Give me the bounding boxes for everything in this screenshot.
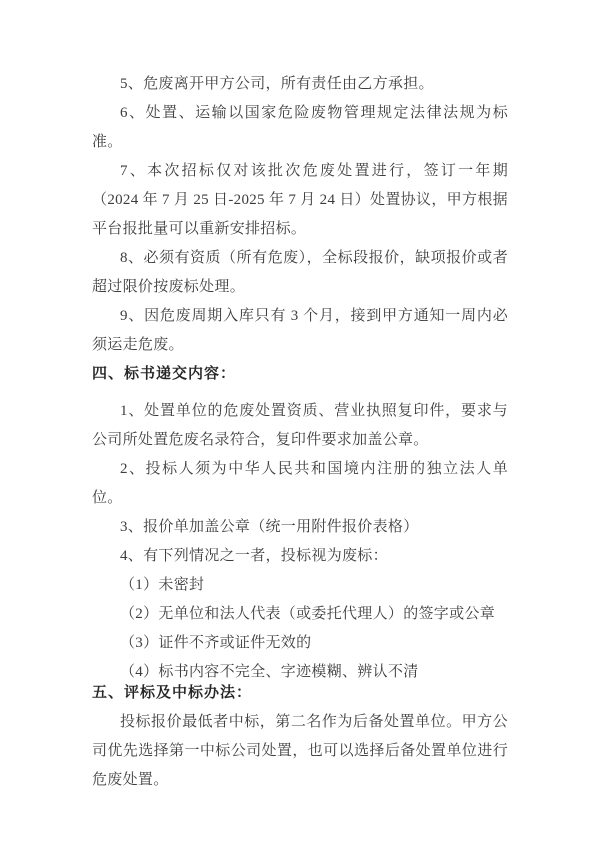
paragraph: （4）标书内容不完全、字迹模糊、辨认不清 — [120, 664, 419, 680]
section-heading: 四、标书递交内容： — [92, 366, 237, 382]
paragraph: 5、危废离开甲方公司，所有责任由乙方承担。 — [120, 76, 434, 92]
paragraph: 3、报价单加盖公章（统一用附件报价表格） — [120, 519, 419, 535]
paragraph: 9、因危废周期入库只有 3 个月，接到甲方通知一周内必须运走危废。 — [92, 308, 508, 353]
paragraph: 1、处置单位的危废处置资质、营业执照复印件，要求与公司所处置危废名录符合，复印件要求加盖公章。 — [92, 403, 508, 448]
paragraph: （2）无单位和法人代表（或委托代理人）的签字或公章 — [120, 606, 496, 622]
paragraph: 6、处置、运输以国家危险废物管理规定法律法规为标准。 — [92, 105, 508, 150]
paragraph: 4、有下列情况之一者，投标视为废标： — [120, 548, 388, 564]
paragraph: 2、投标人须为中华人民共和国境内注册的独立法人单位。 — [92, 461, 508, 506]
paragraph: 7、本次招标仅对该批次危废处置进行，签订一年期（2024 年 7 月 25 日-2025 年 7 月 24 日）处置协议，甲方根据平台报批量可以重新安排招标。 — [92, 163, 508, 237]
section-heading: 五、评标及中标办法： — [92, 685, 253, 701]
paragraph: （3）证件不齐或证件无效的 — [120, 635, 312, 651]
paragraph: （1）未密封 — [120, 577, 205, 593]
paragraph: 8、必须有资质（所有危废），全标段报价，缺项报价或者超过限价按废标处理。 — [92, 250, 508, 295]
paragraph: 投标报价最低者中标，第二名作为后备处置单位。甲方公司优先选择第一中标公司处置，也可以选择后备处置单位进行危废处置。 — [92, 714, 508, 788]
